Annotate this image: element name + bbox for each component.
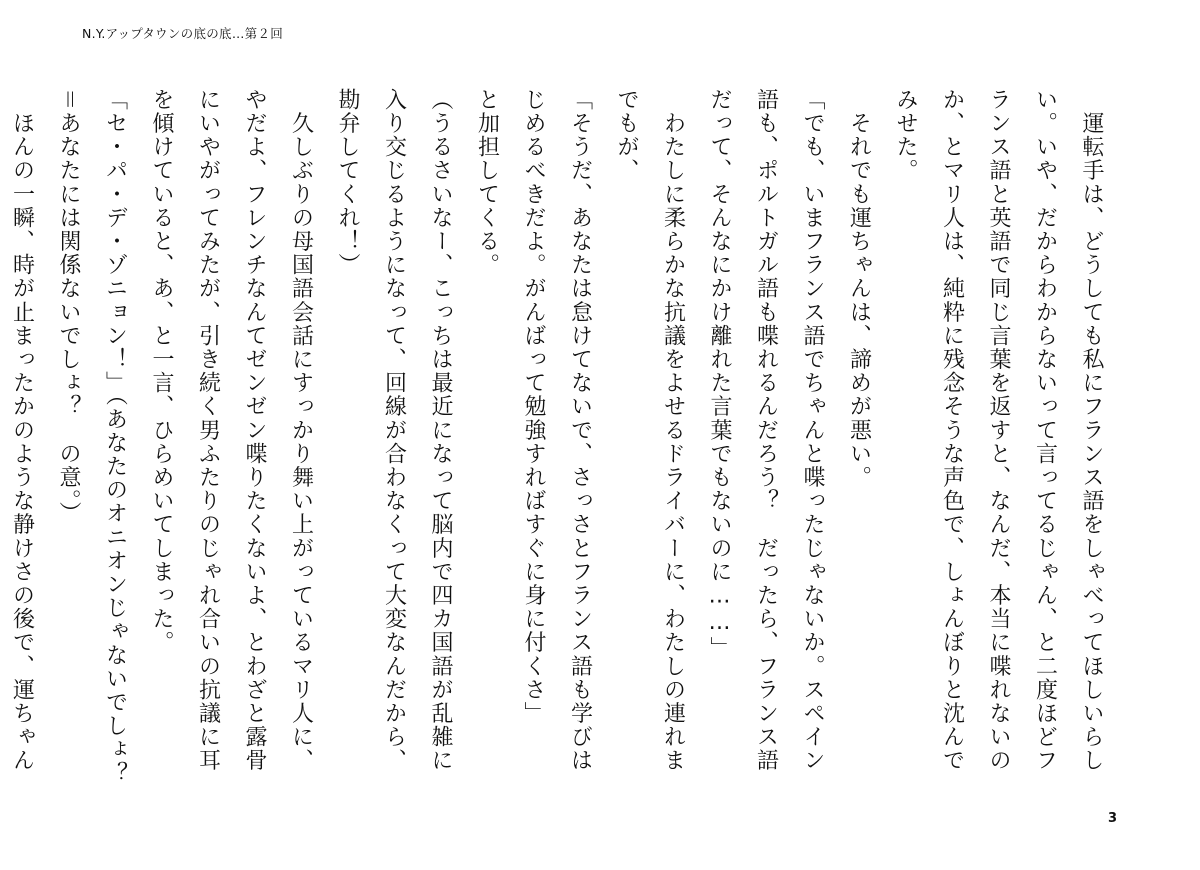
text-line: じめるべきだよ。がんばって勉強すればすぐに身に付くさ」 <box>521 88 546 726</box>
text-line: い。いや、だからわからないって言ってるじゃん、と二度ほどフ <box>1032 88 1058 773</box>
text-line: と加担してくる。 <box>474 88 500 277</box>
text-line: にいやがってみたが、引き続く男ふたりのじゃれ合いの抗議に耳 <box>195 88 221 773</box>
text-line: （うるさいなー、こっちは最近になって脳内で四カ国語が乱雑に <box>428 88 453 773</box>
text-line: ＝あなたには関係ないでしょ？ の意。） <box>56 88 81 526</box>
text-line: でもが、 <box>614 88 639 183</box>
text-line: 「でも、いまフランス語でちゃんと喋ったじゃないか。スペイン <box>800 88 825 773</box>
text-line: を傾けていると、あ、と一言、ひらめいてしまった。 <box>149 88 174 655</box>
text-line: だって、そんなにかけ離れた言葉でもないのに……」 <box>707 88 732 661</box>
text-line: 「そうだ、あなたは怠けてないで、さっさとフランス語も学びは <box>567 88 593 773</box>
page-number: 3 <box>1108 811 1118 826</box>
vertical-body-text <box>9 88 1114 808</box>
text-line: みせた。 <box>893 88 918 183</box>
text-line: 「セ・パ・デ・ゾニョン！」（あなたのオニオンじゃないでしょ？ <box>102 88 128 785</box>
text-line: 勘弁してくれ！） <box>335 88 360 277</box>
text-line: か、とマリ人は、純粋に残念そうな声色で、しょんぼりと沈んで <box>939 88 965 773</box>
text-line: ほんの一瞬、時が止まったかのような静けさの後で、運ちゃん <box>9 88 35 773</box>
text-line: やだよ、フレンチなんてゼンゼン喋りたくないよ、とわざと露骨 <box>242 88 267 773</box>
text-line: わたしに柔らかな抗議をよせるドライバーに、わたしの連れま <box>660 88 686 773</box>
text-line: 久しぶりの母国語会話にすっかり舞い上がっているマリ人に、 <box>288 88 314 773</box>
text-line: 運転手は、どうしても私にフランス語をしゃべってほしいらし <box>1079 88 1104 773</box>
running-header-title: N.Y.アップタウンの底の底…第２回 <box>82 26 284 41</box>
text-line: 語も、ポルトガル語も喋れるんだろう？ だったら、フランス語 <box>753 88 779 773</box>
text-line: それでも運ちゃんは、諦めが悪い。 <box>846 88 872 490</box>
text-line: ランス語と英語で同じ言葉を返すと、なんだ、本当に喋れないの <box>986 88 1011 773</box>
text-line: 入り交じるようになって、回線が合わなくって大変なんだから、 <box>381 88 407 773</box>
